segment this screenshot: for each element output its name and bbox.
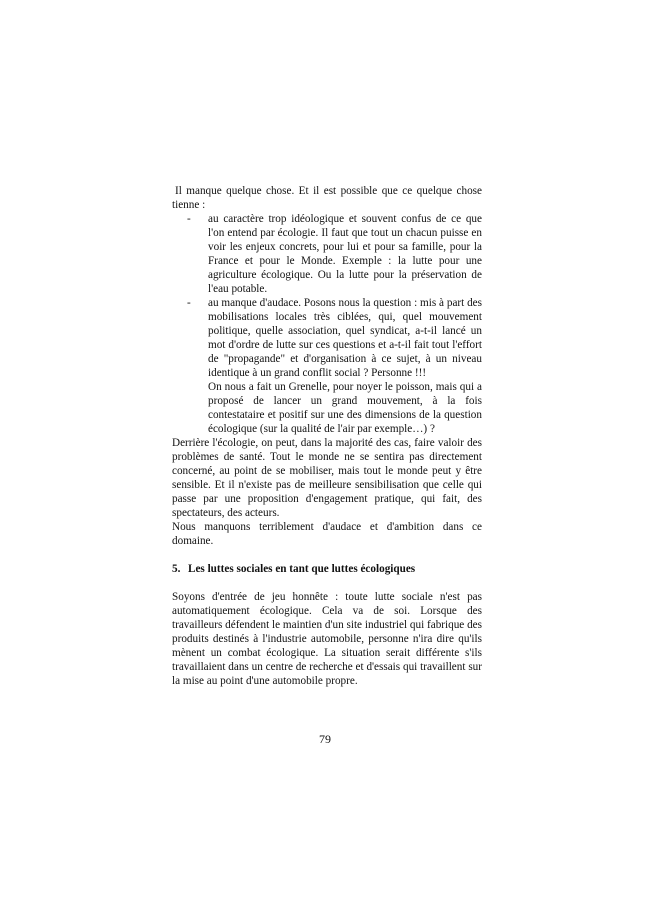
section-paragraph: Soyons d'entrée de jeu honnête : toute lutte sociale n'est pas automatiquement écologique. Cela va de soi. Lorsque des travailleurs défendent le maintien d'un site industriel qui fabrique des produits destinés à l'industrie automobile, personne n'ira dire qu'ils mènent un combat écologique. La situation serait différente s'ils travaillaient dans un centre de recherche et d'essais qui travaillent sur la mise au point d'une automobile propre. — [172, 591, 482, 687]
bullet-text: au manque d'audace. Posons nous la question : mis à part des mobilisations locales très ciblées, qui, quel mouvement politique, quelle association, quel syndicat, a-t-il lancé un mot d'ordre de lutte sur ces questions et a-t-il fait tout l'effort de "propagande" et d'organisation à ce sujet, à un niveau identique à un grand conflit social ? Personne !!! — [208, 297, 482, 379]
audace-paragraph: Nous manquons terriblement d'audace et d'ambition dans ce domaine. — [172, 521, 482, 547]
section-heading — [172, 562, 482, 576]
section-number: 5. — [172, 563, 181, 575]
bullet-list — [172, 212, 482, 436]
section-title: Les luttes sociales en tant que luttes écologiques — [188, 563, 416, 575]
bullet-item-audace — [172, 296, 482, 436]
bullet-dash: - — [187, 297, 191, 309]
bullet-text-continued: On nous a fait un Grenelle, pour noyer le poisson, mais qui a proposé de lancer un grand mouvement, à la fois contestataire et positif sur une des dimensions de la question écologique (sur la qualité de l'air par exemple…) ? — [208, 381, 482, 435]
page-number: 79 — [319, 732, 331, 746]
page-body — [172, 184, 482, 688]
bullet-item-ideology — [172, 212, 482, 296]
bullet-dash: - — [187, 213, 191, 225]
bullet-text: au caractère trop idéologique et souvent confus de ce que l'on entend par écologie. Il faut que tout un chacun puisse en voir les enjeux concrets, pour lui et pour sa famille, pour la France et pour le Monde. Exemple : la lutte pour une agriculture écologique. Ou la lutte pour la préservation de l'eau potable. — [208, 213, 482, 295]
intro-paragraph: Il manque quelque chose. Et il est possible que ce quelque chose tienne : — [172, 185, 482, 211]
health-paragraph: Derrière l'écologie, on peut, dans la majorité des cas, faire valoir des problèmes de santé. Tout le monde ne se sentira pas directement concerné, au point de se mobiliser, mais tout le monde peut y être sensible. Et il n'existe pas de meilleure sensibilisation que celle qui passe par une proposition d'engagement pratique, qui fait, des spectateurs, des acteurs. — [172, 437, 482, 519]
